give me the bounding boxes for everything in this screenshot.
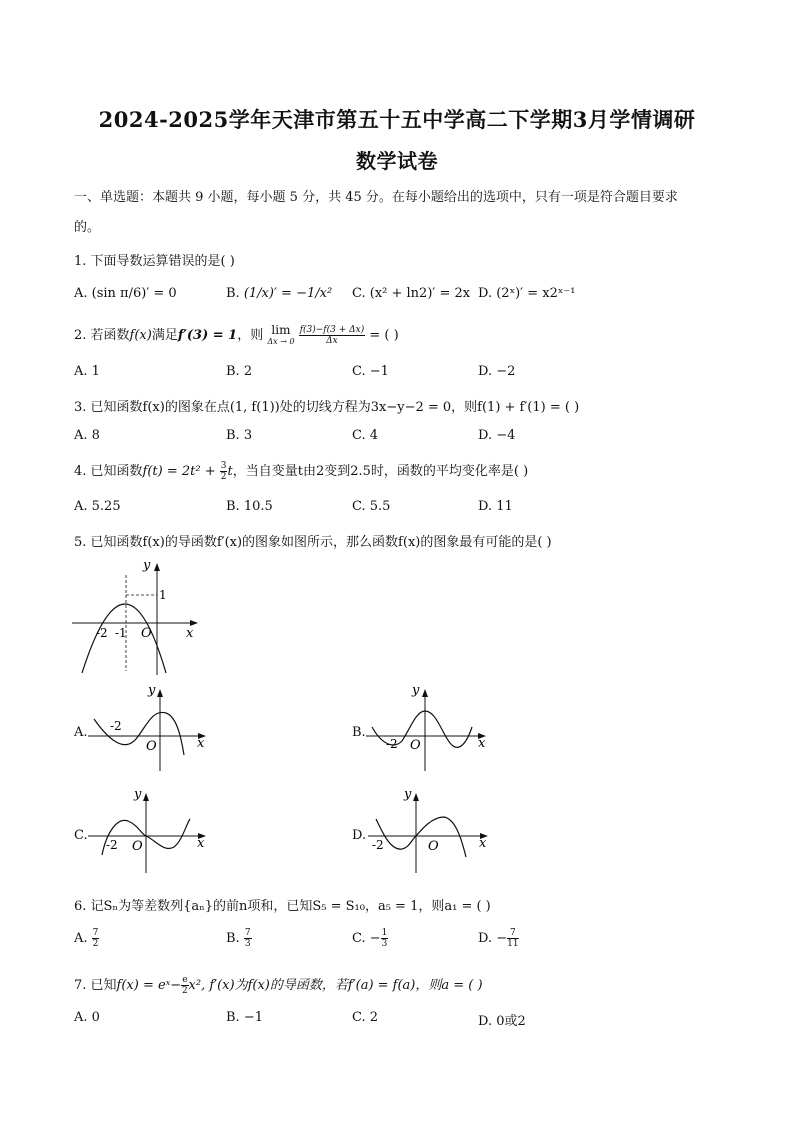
- origin-label: O: [146, 739, 157, 754]
- question-1-option-c: C. (x² + ln2)′ = 2x: [352, 286, 471, 301]
- x-label: x: [478, 736, 486, 751]
- question-5-option-c-graph: [86, 785, 216, 880]
- y-label: y: [134, 787, 142, 802]
- fraction: $\frac{7}{2}$: [92, 928, 99, 949]
- section-instructions-line1: 一、单选题：本题共 9 小题，每小题 5 分，共 45 分。在每小题给出的选项中，只有一项是符合题目要求: [74, 190, 678, 205]
- x-label: x: [479, 836, 487, 851]
- curve: [94, 712, 184, 755]
- question-5-option-a-graph: [86, 683, 216, 778]
- origin-label: O: [141, 626, 152, 641]
- y-label: y: [148, 683, 156, 698]
- question-5-option-a-label: A.: [74, 725, 88, 740]
- y-axis-arrow: [143, 793, 149, 801]
- question-2-option-c: C. −1: [352, 364, 389, 379]
- question-4-stem: 4. 已知函数f(t) = 2t² + $\frac{3}{2}$ t，当自变量t由2变到2.5时，函数的平均变化率是( ): [74, 461, 529, 482]
- x-label: x: [186, 626, 194, 641]
- limit-expression: lim Δx → 0: [267, 322, 295, 346]
- y-label: y: [404, 787, 412, 802]
- tick-label: -2: [386, 737, 398, 751]
- question-6-option-d: D. − $\frac{7}{11}$: [478, 928, 519, 949]
- y-label: y: [143, 558, 151, 573]
- page-subtitle: 数学试卷: [356, 149, 438, 173]
- question-7-stem: 7. 已知f(x) = eˣ− $\frac{e}{2}$ x², f′(x)为f(x)的导函数，若f′(a) = f(a)，则a = ( ): [74, 975, 483, 996]
- question-1-option-d: D. (2ˣ)′ = x2ˣ⁻¹: [478, 286, 576, 301]
- fraction: $\frac{1}{3}$: [381, 928, 388, 949]
- tick-label: -2: [110, 719, 122, 733]
- fraction: $\frac{7}{3}$: [244, 928, 251, 949]
- question-5-option-d-label: D.: [352, 828, 367, 843]
- question-1-option-b: B. (1/x)′ = −1/x²: [226, 286, 333, 301]
- tick-one-label: 1: [159, 588, 167, 602]
- question-6-stem: 6. 记Sₙ为等差数列{aₙ}的前n项和，已知S₅ = S₁₀，a₅ = 1，则a₁ = ( ): [74, 899, 491, 914]
- tick-label: -2: [372, 838, 384, 852]
- question-2-option-b: B. 2: [226, 364, 253, 379]
- derivative-graph: [70, 555, 210, 680]
- y-axis-arrow: [157, 689, 163, 697]
- question-2-option-d: D. −2: [478, 364, 516, 379]
- question-6-option-c: C. − $\frac{1}{3}$: [352, 928, 388, 949]
- question-5-option-b-graph: [364, 683, 494, 778]
- page-title: 2024-2025学年天津市第五十五中学高二下学期3月学情调研: [98, 107, 696, 132]
- question-1-option-b-expr: (1/x)′ = −1/x²: [243, 286, 333, 301]
- question-1-option-a: A. (sin π/6)′ = 0: [74, 286, 177, 301]
- question-3-option-b: B. 3: [226, 428, 253, 443]
- fraction-e-halves: $\frac{e}{2}$: [182, 975, 188, 996]
- question-5-option-c-label: C.: [74, 828, 88, 843]
- y-label: y: [412, 683, 420, 698]
- tick-minus-2-label: -2: [96, 626, 108, 640]
- curve: [376, 817, 466, 857]
- question-7-option-b: B. −1: [226, 1010, 263, 1025]
- question-1-stem: 1. 下面导数运算错误的是( ): [74, 254, 235, 269]
- tick-minus-1-label: -1: [115, 626, 127, 640]
- question-3-stem: 3. 已知函数f(x)的图象在点(1, f(1))处的切线方程为3x−y−2 = 0，则f(1) + f′(1) = ( ): [74, 400, 580, 415]
- question-5-option-d-graph: [366, 785, 496, 880]
- question-4-option-b: B. 10.5: [226, 499, 273, 514]
- question-3-option-c: C. 4: [352, 428, 379, 443]
- question-7-option-c: C. 2: [352, 1010, 379, 1025]
- question-2-stem: 2. 若函数f(x)满足f′(3) = 1，则 lim Δx → 0 $\frac{f(3)-f(3 + \Delta x)}{\Delta x}$ = ( ): [74, 322, 399, 346]
- y-axis-arrow: [154, 563, 160, 571]
- x-label: x: [197, 836, 205, 851]
- question-7-option-a: A. 0: [74, 1010, 100, 1025]
- x-label: x: [197, 736, 205, 751]
- section-instructions-line2: 的。: [74, 220, 101, 235]
- fraction: $\frac{7}{11}$: [507, 928, 519, 949]
- question-4-option-a: A. 5.25: [74, 499, 121, 514]
- question-5-stem: 5. 已知函数f(x)的导函数f′(x)的图象如图所示，那么函数f(x)的图象最有可能的是( ): [74, 535, 552, 550]
- limit-fraction: $\frac{f(3)-f(3 + \Delta x)}{\Delta x}$: [299, 325, 365, 346]
- question-6-option-b: B. $\frac{7}{3}$: [226, 928, 251, 949]
- origin-label: O: [410, 738, 421, 753]
- origin-label: O: [428, 839, 439, 854]
- question-4-option-c: C. 5.5: [352, 499, 391, 514]
- question-6-option-a: A. $\frac{7}{2}$: [74, 928, 99, 949]
- question-3-option-d: D. −4: [478, 428, 516, 443]
- question-7-option-d: D. 0或2: [478, 1014, 526, 1029]
- y-axis-arrow: [413, 793, 419, 801]
- fraction-three-halves: $\frac{3}{2}$: [220, 461, 227, 482]
- tick-label: -2: [106, 838, 118, 852]
- question-4-option-d: D. 11: [478, 499, 513, 514]
- question-2-option-a: A. 1: [74, 364, 100, 379]
- y-axis-arrow: [422, 689, 428, 697]
- question-3-option-a: A. 8: [74, 428, 100, 443]
- question-5-option-b-label: B.: [352, 725, 366, 740]
- origin-label: O: [132, 839, 143, 854]
